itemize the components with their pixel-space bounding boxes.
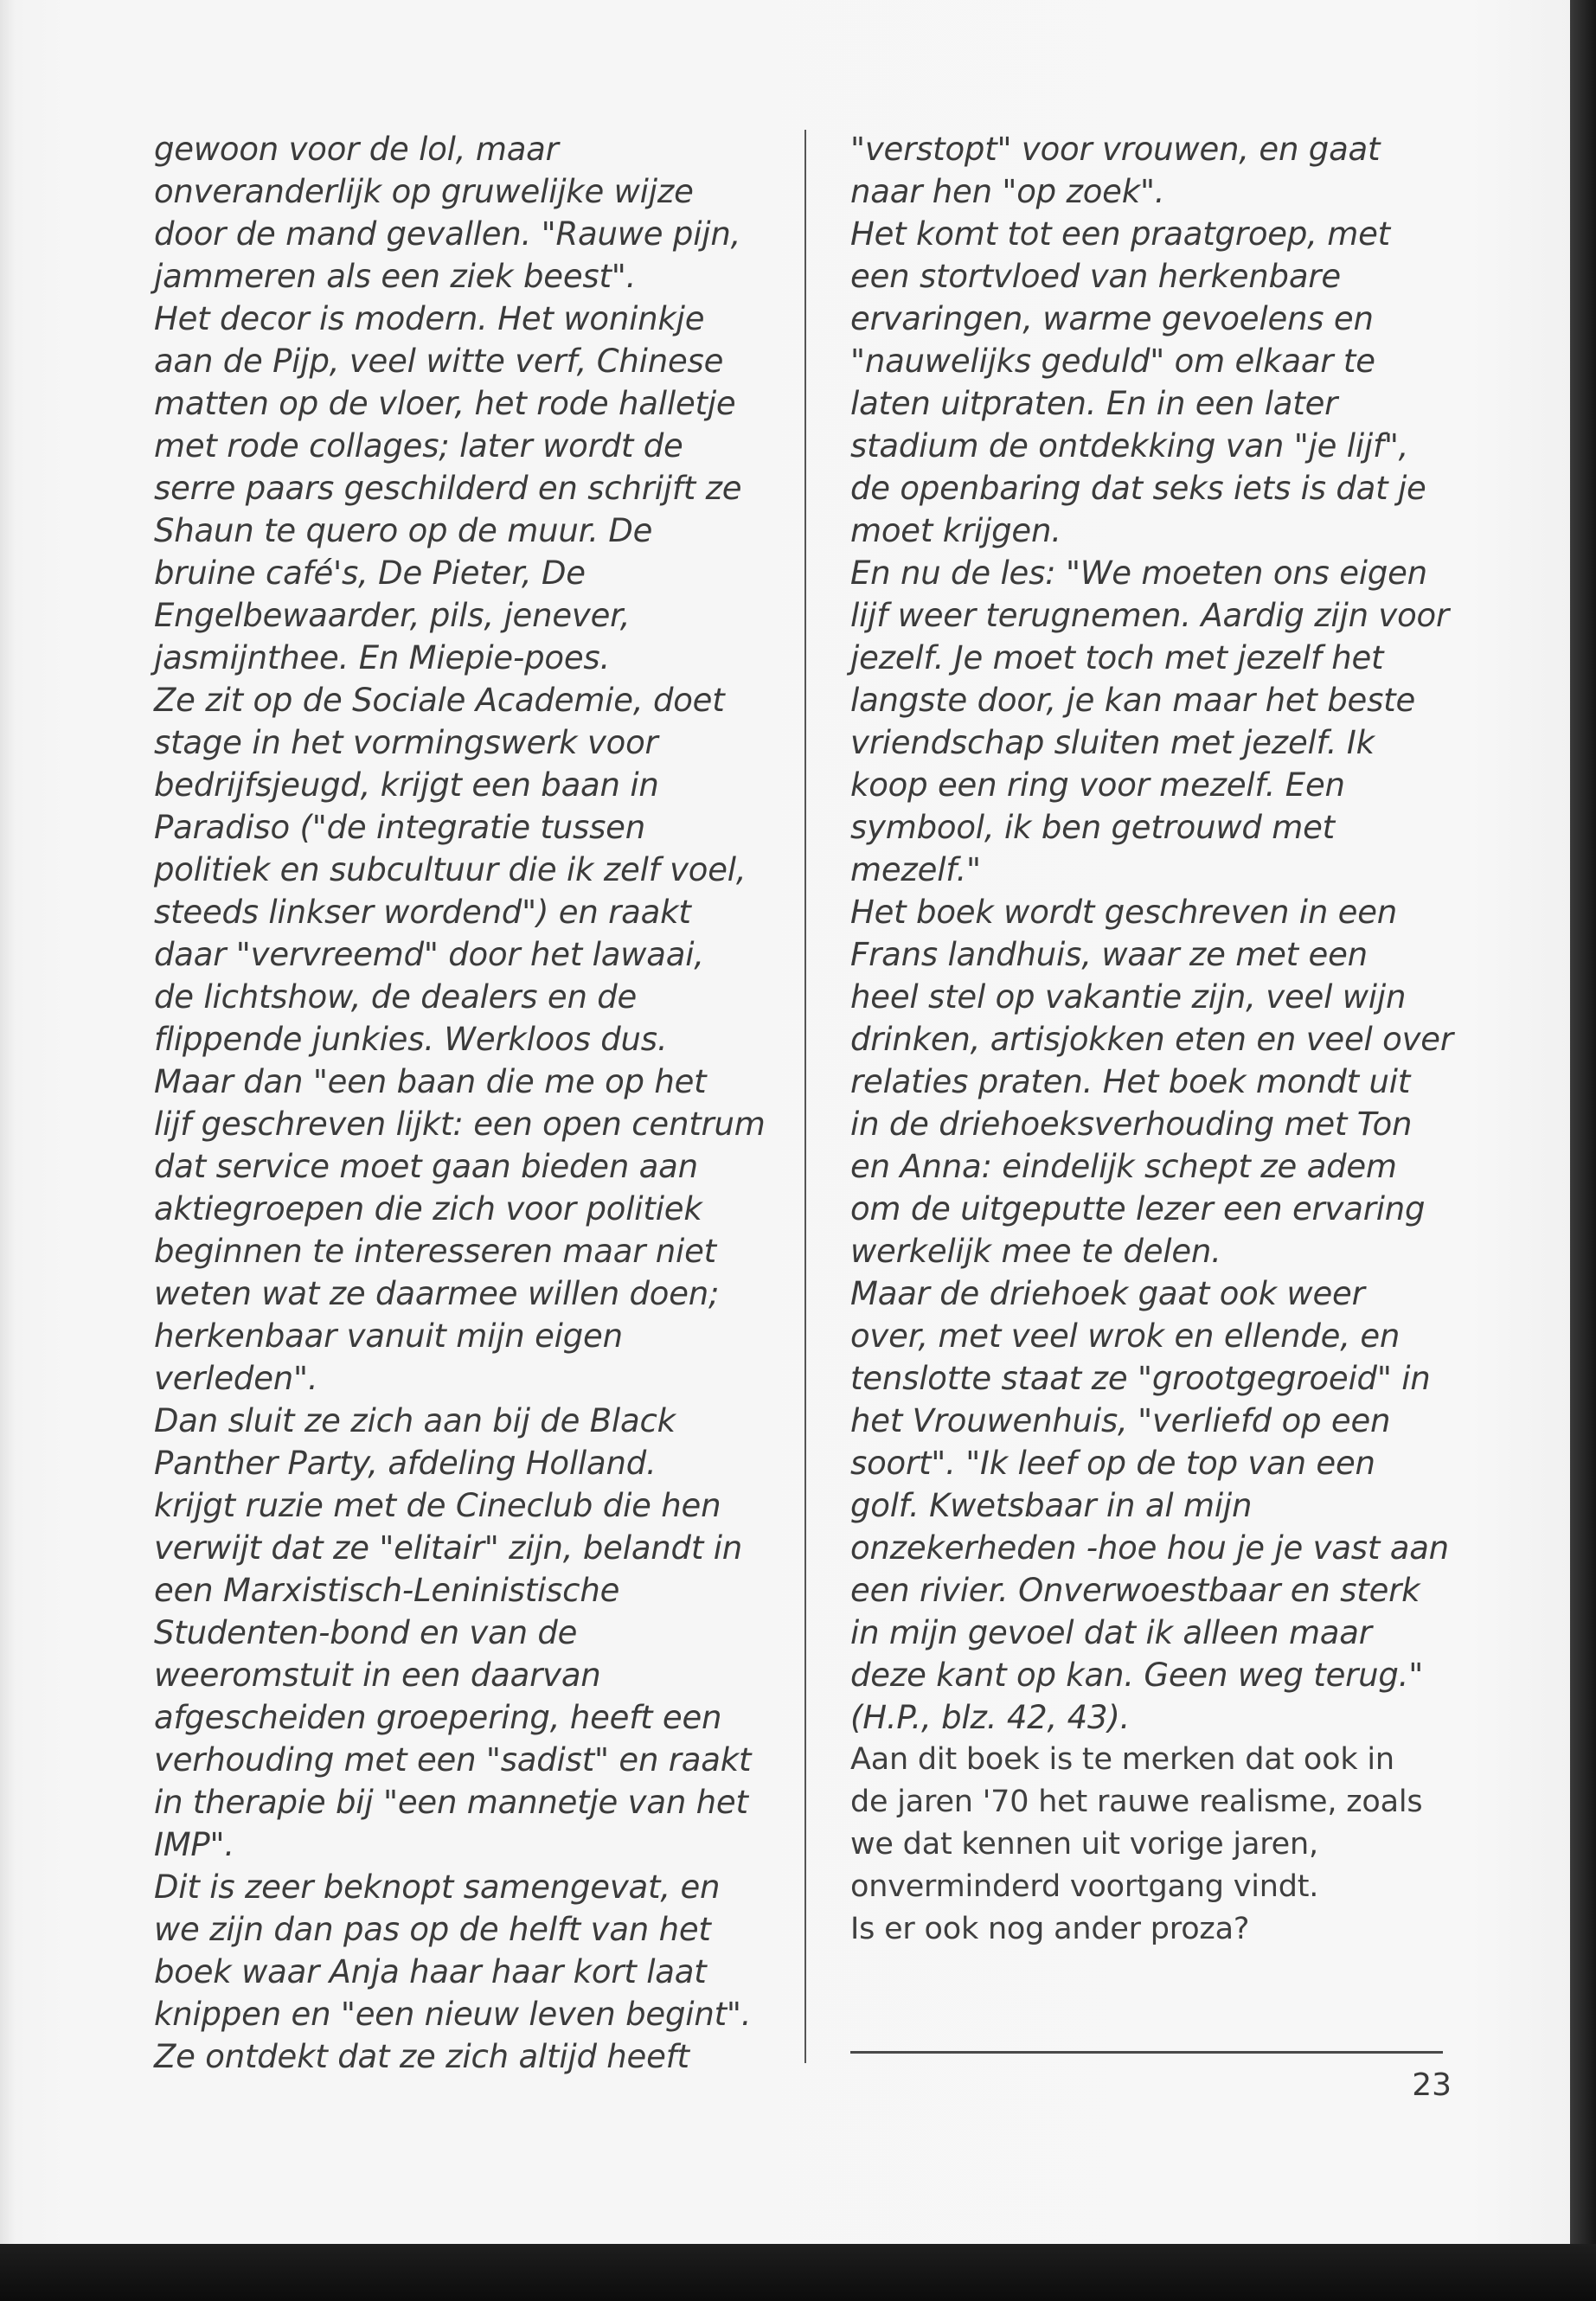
footer-rule: [850, 2051, 1443, 2054]
text-line: mezelf.": [850, 851, 981, 888]
text-line: een Marxistisch-Leninistische: [154, 1572, 620, 1609]
text-line: herkenbaar vanuit mijn eigen: [154, 1317, 623, 1355]
text-line: "nauwelijks geduld" om elkaar te: [850, 343, 1375, 380]
text-line: werkelijk mee te delen.: [850, 1233, 1221, 1270]
text-line: relaties praten. Het boek mondt uit: [850, 1063, 1411, 1100]
text-line: golf. Kwetsbaar in al mijn: [850, 1487, 1253, 1524]
text-line: heel stel op vakantie zijn, veel wijn: [850, 978, 1407, 1016]
text-line: matten op de vloer, het rode halletje: [154, 385, 736, 422]
text-line: ervaringen, warme gevoelens en: [850, 300, 1374, 337]
text-line: Engelbewaarder, pils, jenever,: [154, 597, 631, 634]
text-line: laten uitpraten. En in een later: [850, 385, 1338, 422]
text-line: dat service moet gaan bieden aan: [154, 1148, 698, 1185]
text-line: flippende junkies. Werkloos dus.: [154, 1021, 668, 1058]
text-line: Ze zit op de Sociale Academie, doet: [154, 682, 725, 719]
text-line: Is er ook nog ander proza?: [850, 1912, 1250, 1946]
text-line: afgescheiden groepering, heeft een: [154, 1699, 722, 1736]
text-line: de lichtshow, de dealers en de: [154, 978, 638, 1016]
text-line: Het komt tot een praatgroep, met: [850, 215, 1390, 253]
text-line: bruine café's, De Pieter, De: [154, 554, 586, 592]
text-line: verleden".: [154, 1360, 318, 1397]
text-line: we zijn dan pas op de helft van het: [154, 1911, 711, 1948]
text-line: bedrijfsjeugd, krijgt een baan in: [154, 766, 659, 804]
text-line: krijgt ruzie met de Cineclub die hen: [154, 1487, 721, 1524]
text-line: gewoon voor de lol, maar: [154, 131, 559, 168]
text-line: verwijt dat ze "elitair" zijn, belandt in: [154, 1529, 743, 1567]
text-line: Het decor is modern. Het woninkje: [154, 300, 705, 337]
text-line: serre paars geschilderd en schrijft ze: [154, 470, 742, 507]
text-line: lijf weer terugnemen. Aardig zijn voor: [850, 597, 1449, 634]
text-line: politiek en subcultuur die ik zelf voel,: [154, 851, 747, 888]
text-line: symbool, ik ben getrouwd met: [850, 809, 1335, 846]
text-line: Ze ontdekt dat ze zich altijd heeft: [154, 2038, 689, 2075]
text-line: koop een ring voor mezelf. Een: [850, 766, 1345, 804]
text-line: de openbaring dat seks iets is dat je: [850, 470, 1426, 507]
text-line: Maar de driehoek gaat ook weer: [850, 1275, 1365, 1312]
text-line: (H.P., blz. 42, 43).: [850, 1699, 1131, 1736]
text-line: Studenten-bond en van de: [154, 1614, 578, 1651]
text-line: Frans landhuis, waar ze met een: [850, 936, 1368, 973]
text-line: naar hen "op zoek".: [850, 173, 1165, 210]
text-line: Panther Party, afdeling Holland.: [154, 1445, 657, 1482]
text-line: aktiegroepen die zich voor politiek: [154, 1190, 702, 1227]
text-line: vriendschap sluiten met jezelf. Ik: [850, 724, 1375, 761]
text-line: verhouding met een "sadist" en raakt: [154, 1741, 752, 1779]
text-line: boek waar Anja haar haar kort laat: [154, 1953, 707, 1990]
text-line: een rivier. Onverwoestbaar en sterk: [850, 1572, 1420, 1609]
scan-edge-bottom: [0, 2244, 1596, 2301]
text-line: in therapie bij "een mannetje van het: [154, 1784, 748, 1821]
text-line: onzekerheden -hoe hou je je vast aan: [850, 1529, 1449, 1567]
text-line: aan de Pijp, veel witte verf, Chinese: [154, 343, 724, 380]
column-divider: [804, 130, 806, 2063]
text-line: en Anna: eindelijk schept ze adem: [850, 1148, 1397, 1185]
text-line: in de driehoeksverhouding met Ton: [850, 1106, 1413, 1143]
text-line: jammeren als een ziek beest".: [154, 258, 637, 295]
text-line: over, met veel wrok en ellende, en: [850, 1317, 1401, 1355]
right-text-column: [850, 128, 1473, 1951]
text-line: een stortvloed van herkenbare: [850, 258, 1341, 295]
text-line: En nu de les: "We moeten ons eigen: [850, 554, 1427, 592]
text-line: Dit is zeer beknopt samengevat, en: [154, 1868, 721, 1906]
text-line: Dan sluit ze zich aan bij de Black: [154, 1402, 676, 1439]
text-line: het Vrouwenhuis, "verliefd op een: [850, 1402, 1391, 1439]
text-line: onverminderd voortgang vindt.: [850, 1869, 1319, 1904]
text-line: daar "vervreemd" door het lawaai,: [154, 936, 704, 973]
text-line: onveranderlijk op gruwelijke wijze: [154, 173, 694, 210]
text-line: stage in het vormingswerk voor: [154, 724, 658, 761]
text-line: in mijn gevoel dat ik alleen maar: [850, 1614, 1372, 1651]
text-line: jasmijnthee. En Miepie-poes.: [154, 639, 611, 676]
text-line: langste door, je kan maar het beste: [850, 682, 1416, 719]
left-text-column: [154, 128, 777, 2078]
page-number: 23: [1412, 2067, 1452, 2103]
text-line: knippen en "een nieuw leven begint".: [154, 1996, 752, 2033]
text-line: Paradiso ("de integratie tussen: [154, 809, 645, 846]
text-line: soort". "Ik leef op de top van een: [850, 1445, 1375, 1482]
text-line: weeromstuit in een daarvan: [154, 1657, 601, 1694]
text-line: lijf geschreven lijkt: een open centrum: [154, 1106, 766, 1143]
text-line: tenslotte staat ze "grootgegroeid" in: [850, 1360, 1431, 1397]
text-line: weten wat ze daarmee willen doen;: [154, 1275, 720, 1312]
text-line: jezelf. Je moet toch met jezelf het: [850, 639, 1384, 676]
scan-edge-right: [1570, 0, 1596, 2301]
text-line: om de uitgeputte lezer een ervaring: [850, 1190, 1426, 1227]
text-line: steeds linkser wordend") en raakt: [154, 894, 691, 931]
text-line: Aan dit boek is te merken dat ook in: [850, 1742, 1394, 1777]
text-line: stadium de ontdekking van "je lijf",: [850, 427, 1409, 465]
text-line: moet krijgen.: [850, 512, 1061, 549]
text-line: met rode collages; later wordt de: [154, 427, 683, 465]
text-line: drinken, artisjokken eten en veel over: [850, 1021, 1453, 1058]
text-line: Shaun te quero op de muur. De: [154, 512, 653, 549]
text-line: beginnen te interesseren maar niet: [154, 1233, 716, 1270]
text-line: deze kant op kan. Geen weg terug.": [850, 1657, 1424, 1694]
text-line: we dat kennen uit vorige jaren,: [850, 1827, 1318, 1862]
text-line: Het boek wordt geschreven in een: [850, 894, 1398, 931]
text-line: Maar dan "een baan die me op het: [154, 1063, 707, 1100]
text-line: IMP".: [154, 1826, 234, 1863]
text-line: de jaren '70 het rauwe realisme, zoals: [850, 1785, 1423, 1819]
text-line: door de mand gevallen. "Rauwe pijn,: [154, 215, 741, 253]
text-line: "verstopt" voor vrouwen, en gaat: [850, 131, 1381, 168]
